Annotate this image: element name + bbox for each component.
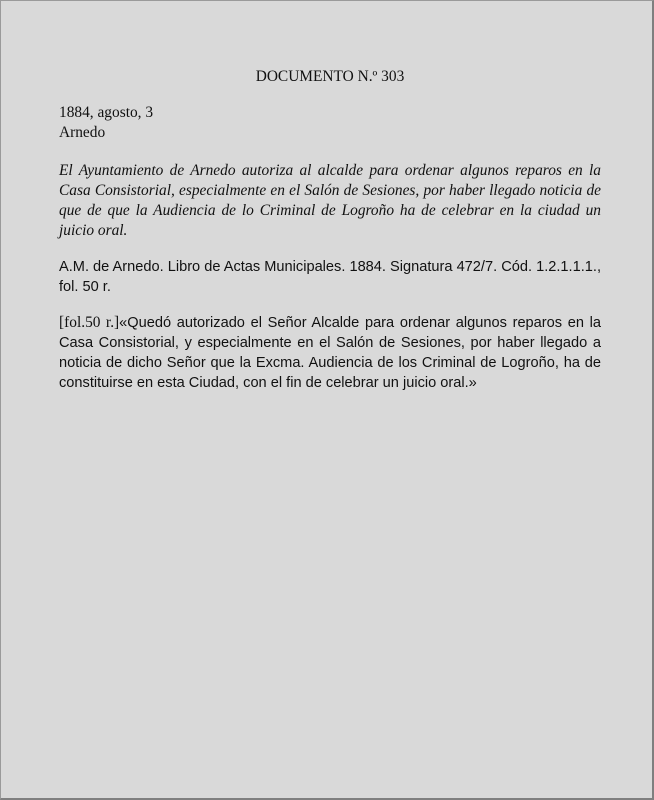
document-title: DOCUMENTO N.º 303 [255,68,405,85]
document-summary: El Ayuntamiento de Arnedo autoriza al alcalde para ordenar algunos reparos en la Casa Consistorial, especialmente en el Salón de Sesiones, por haber llegado noticia de que de que la Audiencia de lo Criminal de Logroño ha de celebrar en la ciudad un juicio oral. [59,162,601,239]
document-content [59,67,601,393]
document-place: Arnedo [59,124,106,141]
transcription-paragraph [59,313,601,393]
transcription-text: «Quedó autorizado el Señor Alcalde para ordenar algunos reparos en la Casa Consistorial, y especialmente en el Salón de Sesiones, por haber llegado a noticia de dicho Señor que la Excma. Audiencia de los Criminal de Logroño, ha de constituirse en esta Ciudad, con el fin de celebrar un juicio oral.» [59,315,601,391]
folio-reference: [fol.50 r.] [59,314,120,331]
document-date: 1884, agosto, 3 [59,104,154,121]
archival-source: A.M. de Arnedo. Libro de Actas Municipales. 1884. Signatura 472/7. Cód. 1.2.1.1.1., fol. 50 r. [59,259,601,295]
